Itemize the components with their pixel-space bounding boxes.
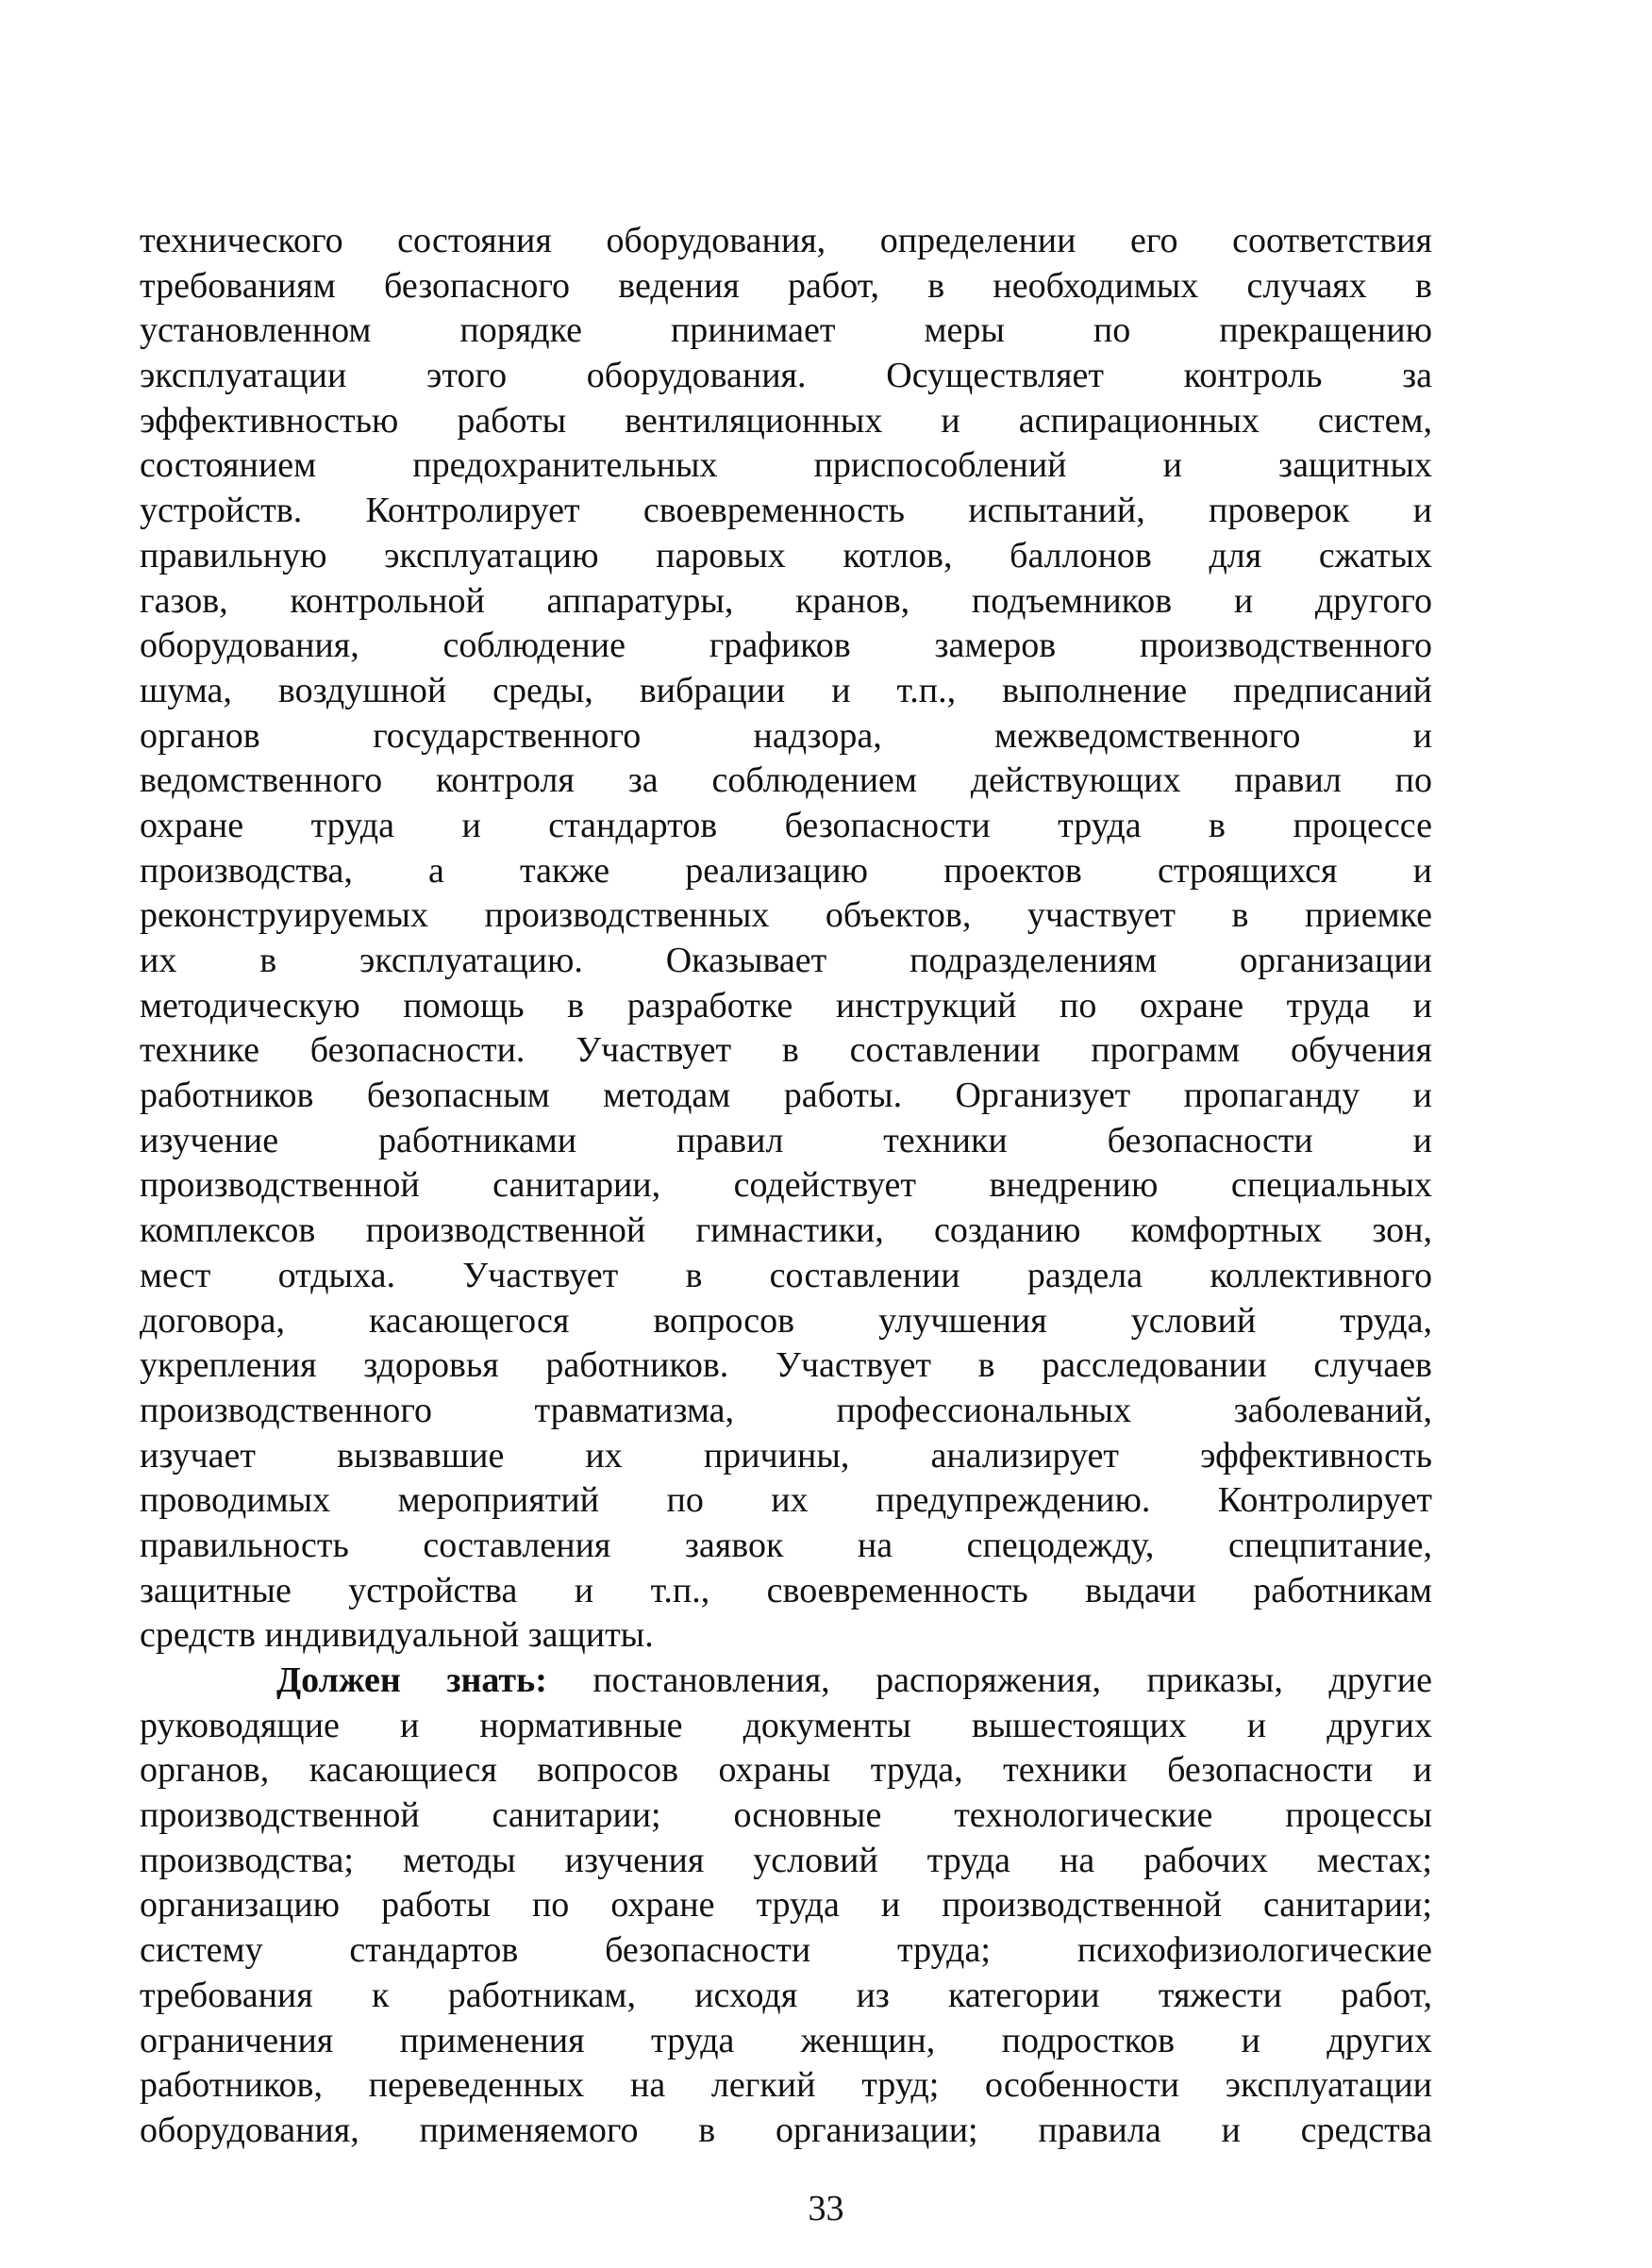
text-line: производства, а также реализацию проектов строящихся и: [140, 850, 1432, 891]
text-line: укрепления здоровья работников. Участвует в расследовании случаев: [140, 1345, 1432, 1386]
text-line: средств индивидуальной защиты.: [140, 1615, 654, 1656]
text-line: органов государственного надзора, межведомственного и: [140, 715, 1432, 756]
text-line: охране труда и стандартов безопасности труда в процессе: [140, 805, 1432, 845]
text-line: их в эксплуатацию. Оказывает подразделениям организации: [140, 941, 1432, 980]
text-line: договора, касающегося вопросов улучшения условий труда,: [140, 1300, 1432, 1341]
text-line: эксплуатации этого оборудования. Осуществляет контроль за: [140, 356, 1432, 396]
text-line: [140, 1659, 1432, 1704]
text-line: состоянием предохранительных приспособлений и защитных: [140, 445, 1432, 486]
text-line: производственного травматизма, профессиональных заболеваний,: [140, 1390, 1432, 1430]
text-line: систему стандартов безопасности труда; психофизиологические: [140, 1930, 1432, 1971]
text-line: проводимых мероприятий по их предупреждению. Контролирует: [140, 1480, 1432, 1521]
text-line: работников, переведенных на легкий труд; особенности эксплуатации: [140, 2065, 1432, 2106]
text-line: производства; методы изучения условий труда на рабочих местах;: [140, 1840, 1432, 1880]
body-text: [140, 219, 1432, 2154]
text-line: изучает вызвавшие их причины, анализирует эффективность: [140, 1435, 1432, 1476]
text-line: ведомственного контроля за соблюдением действующих правил по: [140, 760, 1432, 801]
text-line: технике безопасности. Участвует в составлении программ обучения: [140, 1030, 1432, 1071]
text-line: эффективностью работы вентиляционных и аспирационных систем,: [140, 400, 1432, 441]
paragraph-2: [140, 1659, 1432, 2154]
text-line: методическую помощь в разработке инструкций по охране труда и: [140, 985, 1432, 1026]
text-line: установленном порядке принимает меры по прекращению: [140, 310, 1432, 351]
text-line: защитные устройства и т.п., своевременность выдачи работникам: [140, 1570, 1432, 1610]
text-line: газов, контрольной аппаратуры, кранов, подъемников и другого: [140, 580, 1432, 621]
text-line: ограничения применения труда женщин, подростков и других: [140, 2020, 1432, 2060]
text-line: производственной санитарии; основные технологические процессы: [140, 1795, 1432, 1836]
text-line: производственной санитарии, содействует внедрению специальных: [140, 1165, 1432, 1206]
text-line-rest: постановления, распоряжения, приказы, другие: [546, 1660, 1432, 1700]
text-line: работников безопасным методам работы. Организует пропаганду и: [140, 1076, 1432, 1116]
text-line: мест отдыха. Участвует в составлении раздела коллективного: [140, 1255, 1432, 1295]
text-line: изучение работниками правил техники безопасности и: [140, 1120, 1432, 1160]
text-line: технического состояния оборудования, определении его соответствия: [140, 221, 1432, 260]
text-line: устройств. Контролирует своевременность испытаний, проверок и: [140, 491, 1432, 531]
text-line: реконструируемых производственных объектов, участвует в приемке: [140, 895, 1432, 936]
paragraph-1: [140, 219, 1432, 1659]
text-line: правильную эксплуатацию паровых котлов, баллонов для сжатых: [140, 535, 1432, 575]
page-number: 33: [808, 2189, 844, 2228]
text-line: требования к работникам, исходя из категории тяжести работ,: [140, 1975, 1432, 2015]
text-line: органов, касающиеся вопросов охраны труда, техники безопасности и: [140, 1750, 1432, 1791]
text-line: правильность составления заявок на спецодежду, спецпитание,: [140, 1525, 1432, 1565]
text-line: организацию работы по охране труда и производственной санитарии;: [140, 1885, 1432, 1926]
must-know-heading: Должен знать:: [276, 1660, 547, 1700]
text-line: оборудования, соблюдение графиков замеров производственного: [140, 625, 1432, 666]
text-line: шума, воздушной среды, вибрации и т.п., выполнение предписаний: [140, 670, 1432, 710]
text-line: руководящие и нормативные документы вышестоящих и других: [140, 1705, 1432, 1745]
text-line: оборудования, применяемого в организации; правила и средства: [140, 2110, 1432, 2150]
text-line: комплексов производственной гимнастики, созданию комфортных зон,: [140, 1210, 1432, 1251]
text-line: требованиям безопасного ведения работ, в необходимых случаях в: [140, 265, 1432, 306]
